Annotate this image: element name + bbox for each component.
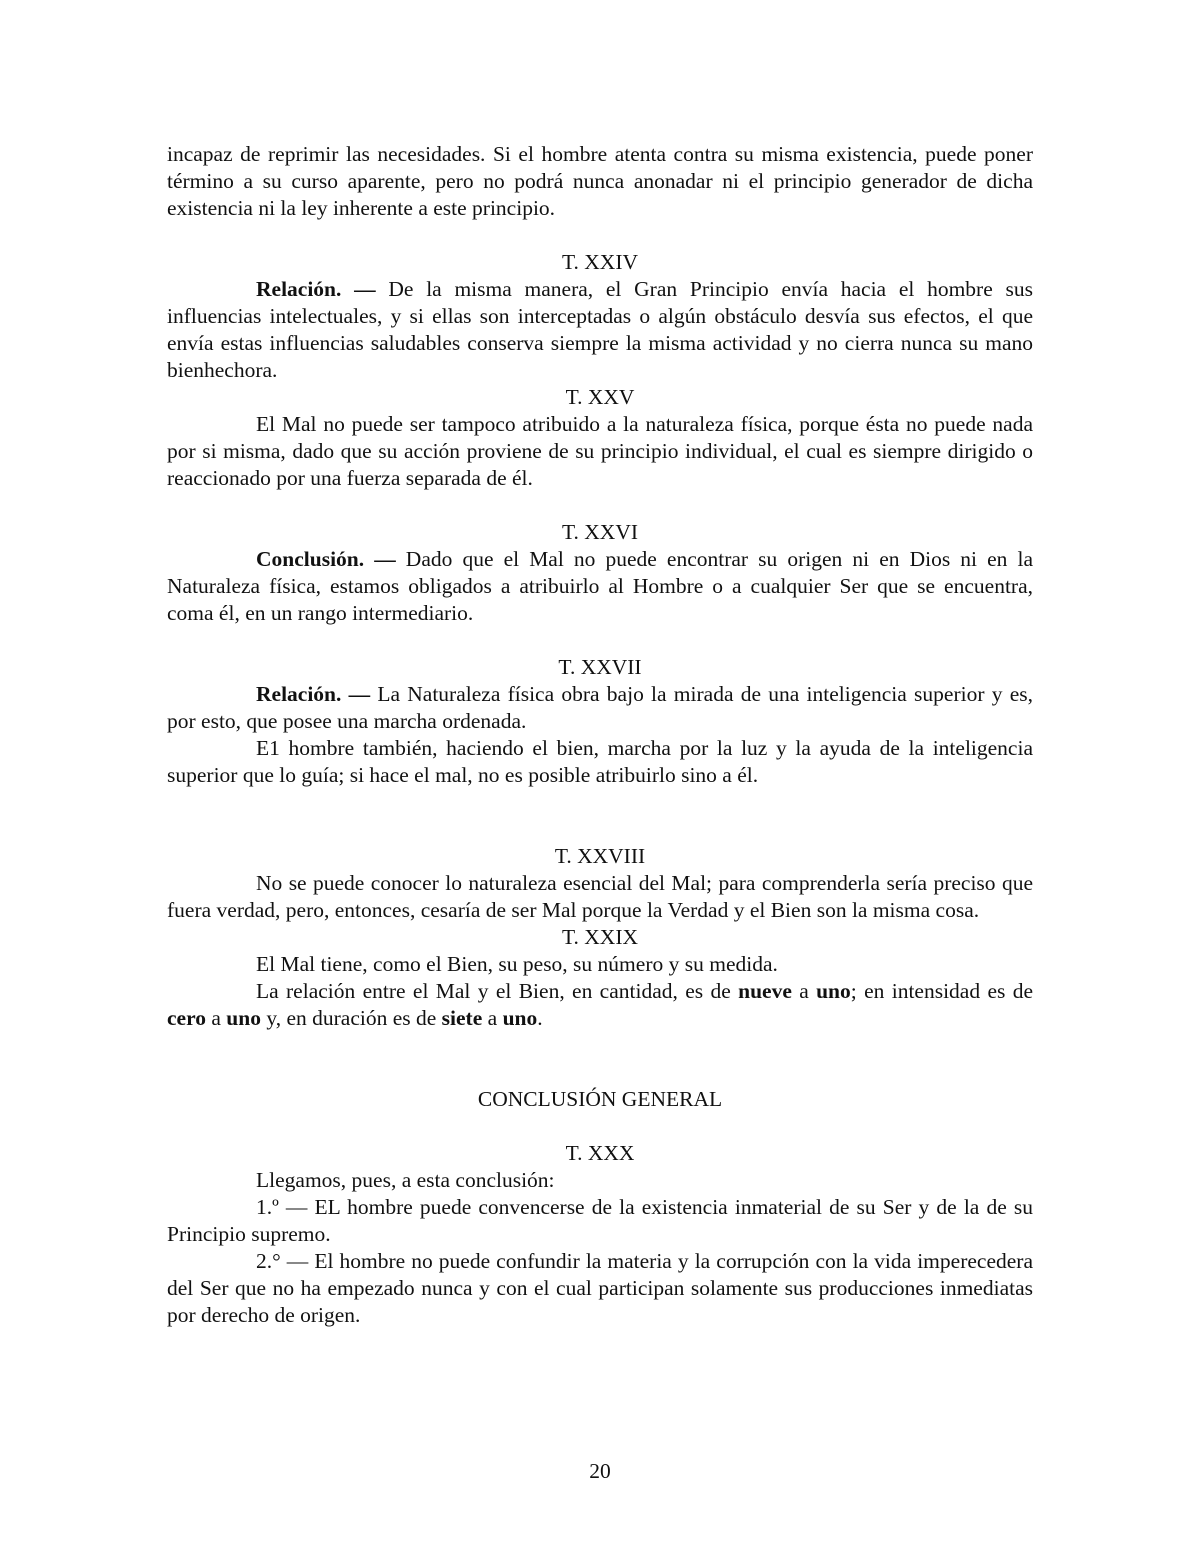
t24-text: De la misma manera, el Gran Principio envía hacia el hombre sus influencias intelectuales, y si ellas son interceptadas o algún obstáculo desvía sus efectos, el que envía estas influencias saludables conserva siempre la misma actividad y no cierra nunca su mano bienhechora.: [167, 277, 1033, 382]
t29-run: ; en intensidad es de: [850, 979, 1033, 1003]
t29-bold-uno: uno: [226, 1006, 261, 1030]
t29-bold-cero: cero: [167, 1006, 206, 1030]
intro-paragraph: incapaz de reprimir las necesidades. Si el hombre atenta contra su misma existencia, puede poner término a su curso aparente, pero no podrá nunca anonadar ni el principio generador de dicha existencia ni la ley inherente a este principio.: [167, 142, 1033, 220]
t24-paragraph: [167, 276, 1033, 384]
section-heading-t28: T. XXVIII: [554, 844, 646, 868]
t26-paragraph: [167, 546, 1033, 627]
section-heading-t29: T. XXIX: [561, 925, 639, 949]
t29-bold-nueve: nueve: [738, 979, 792, 1003]
t27-label: Relación. —: [256, 682, 371, 706]
section-heading-t26: T. XXVI: [561, 520, 639, 544]
t29-paragraph-2: [167, 978, 1033, 1032]
t27-paragraph: [167, 681, 1033, 735]
t29-bold-siete: siete: [441, 1006, 483, 1030]
t29-run: a: [791, 979, 817, 1003]
t29-run: a: [482, 1006, 503, 1030]
t29-run: a: [206, 1006, 227, 1030]
t26-label: Conclusión. —: [256, 547, 396, 571]
t27-paragraph-2: E1 hombre también, haciendo el bien, marcha por la luz y la ayuda de la inteligencia superior que lo guía; si hace el mal, no es posible atribuirlo sino a él.: [167, 736, 1033, 787]
t29-bold-uno: uno: [502, 1006, 538, 1030]
t26-text: Dado que el Mal no puede encontrar su origen ni en Dios ni en la Naturaleza física, estamos obligados a atribuirlo al Hombre o a cualquier Ser que se encuentra, coma él, en un rango intermediario.: [167, 547, 1033, 625]
section-heading-t25: T. XXV: [565, 385, 635, 409]
section-heading-t27: T. XXVII: [558, 655, 642, 679]
t30-item-1: 1.º — EL hombre puede convencerse de la existencia inmaterial de su Ser y de la de su Principio supremo.: [167, 1195, 1033, 1246]
section-heading-t24: T. XXIV: [561, 250, 639, 274]
t29-run: .: [537, 1006, 543, 1030]
t30-item-2: 2.° — El hombre no puede confundir la materia y la corrupción con la vida imperecedera del Ser que no ha empezado nunca y con el cual participan solamente sus producciones inmediatas por derecho de origen.: [167, 1249, 1033, 1327]
t29-paragraph-1: El Mal tiene, como el Bien, su peso, su número y su medida.: [256, 952, 778, 976]
t30-paragraph-1: Llegamos, pues, a esta conclusión:: [256, 1168, 555, 1192]
page-body: [167, 141, 1033, 1329]
t27-text: La Naturaleza física obra bajo la mirada de una inteligencia superior y es, por esto, que posee una marcha ordenada.: [167, 682, 1033, 733]
t28-paragraph: No se puede conocer lo naturaleza esencial del Mal; para comprenderla sería preciso que fuera verdad, pero, entonces, cesaría de ser Mal porque la Verdad y el Bien son la misma cosa.: [167, 871, 1033, 922]
t24-label: Relación. —: [256, 277, 376, 301]
t25-paragraph: El Mal no puede ser tampoco atribuido a la naturaleza física, porque ésta no puede nada por si misma, dado que su acción proviene de su principio individual, el cual es siempre dirigido o reaccionado por una fuerza separada de él.: [167, 412, 1033, 490]
page-number: 20: [589, 1459, 611, 1483]
section-heading-t30: T. XXX: [565, 1141, 635, 1165]
t29-bold-uno: uno: [816, 979, 851, 1003]
conclusion-title: CONCLUSIÓN GENERAL: [477, 1087, 723, 1111]
t29-run: La relación entre el Mal y el Bien, en cantidad, es de: [256, 979, 739, 1003]
t29-run: y, en duración es de: [260, 1006, 442, 1030]
